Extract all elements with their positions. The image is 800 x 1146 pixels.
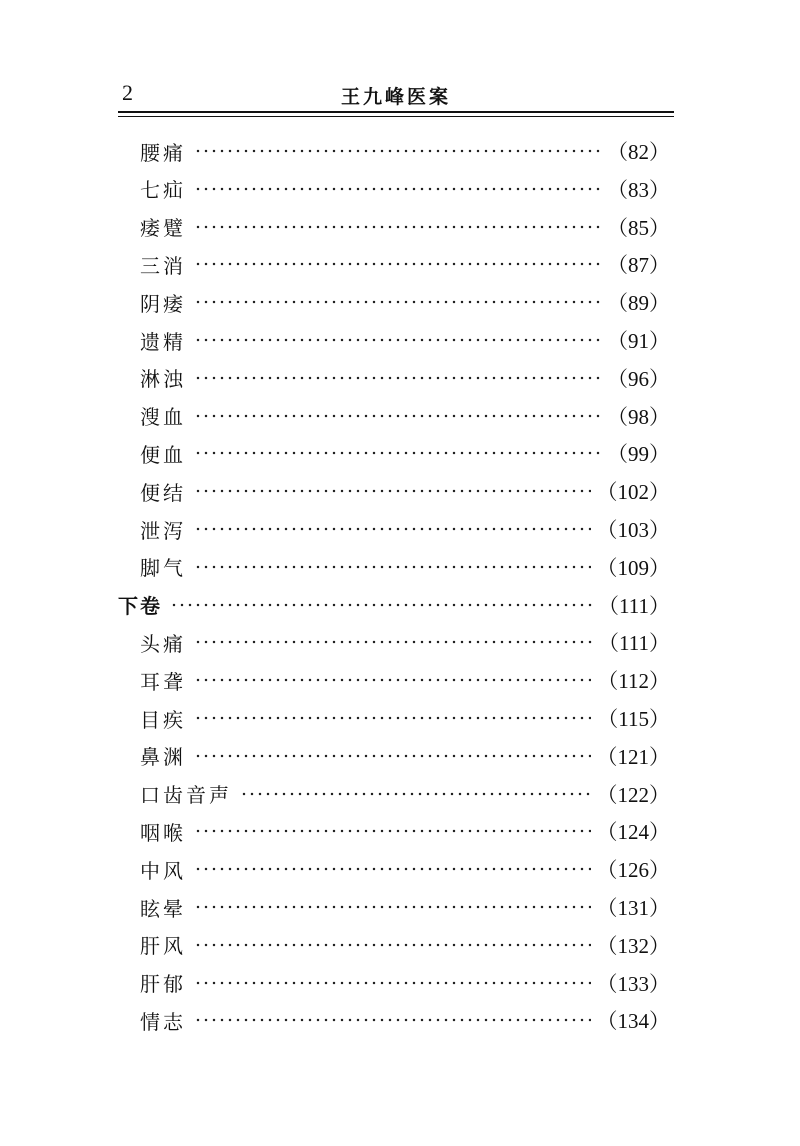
dot-leader	[194, 716, 591, 720]
toc-entry-title: 肝风	[140, 934, 186, 959]
running-header	[118, 74, 674, 114]
toc-entry-title: 腰痛	[140, 140, 186, 165]
dot-leader	[170, 603, 592, 607]
toc-entry-page: （122）	[596, 782, 670, 807]
toc-entry-page: （109）	[596, 555, 670, 580]
toc-volume-entry	[118, 586, 670, 624]
toc-entry	[140, 472, 670, 510]
dot-leader	[194, 754, 591, 758]
header-rule-thin	[118, 116, 674, 117]
toc-entry-title: 便结	[140, 480, 186, 505]
toc-entry-page: （89）	[607, 291, 670, 316]
toc-entry-title: 头痛	[140, 631, 186, 656]
toc-entry-page: （96）	[607, 366, 670, 391]
toc-entry-title: 中风	[140, 858, 186, 883]
toc-entry-page: （134）	[596, 1009, 670, 1034]
toc-entry	[140, 548, 670, 586]
toc-entry-title: 咽喉	[140, 820, 186, 845]
toc-entry-page: （126）	[596, 858, 670, 883]
toc-entry-title: 目疾	[140, 707, 186, 732]
dot-leader	[194, 829, 591, 833]
dot-leader	[194, 981, 591, 985]
toc-entry	[140, 888, 670, 926]
toc-entry-page: （103）	[596, 518, 670, 542]
toc-entry-title: 脚气	[140, 556, 186, 581]
toc-entry	[140, 661, 670, 699]
dot-leader	[240, 792, 591, 796]
dot-leader	[194, 451, 601, 455]
toc-entry	[140, 208, 670, 246]
toc-entry-page: （133）	[596, 971, 670, 996]
toc-entry-page: （91）	[607, 329, 670, 353]
toc-entry	[140, 283, 670, 321]
toc-entry-title: 泄泻	[140, 518, 186, 543]
toc-entry-title: 淋浊	[140, 367, 186, 392]
dot-leader	[194, 678, 591, 682]
toc-entry-title: 溲血	[140, 405, 186, 430]
dot-leader	[194, 414, 601, 418]
dot-leader	[194, 187, 601, 191]
toc-entry-title: 情志	[140, 1009, 186, 1034]
toc-entry	[140, 245, 670, 283]
toc-entry-page: （132）	[596, 933, 670, 958]
dot-leader	[194, 149, 601, 153]
toc-entry-title: 遗精	[140, 329, 186, 354]
toc-entry	[140, 699, 670, 737]
toc-entry-page: （99）	[607, 442, 670, 467]
running-title: 王九峰医案	[340, 86, 451, 108]
toc-entry-page: （102）	[596, 480, 670, 505]
toc-entry-title: 肝郁	[140, 972, 186, 997]
toc-entry-page: （131）	[596, 896, 670, 920]
toc-entry-page: （112）	[597, 669, 670, 694]
toc-entry	[140, 434, 670, 472]
dot-leader	[194, 300, 601, 304]
toc-entry-page: （111）	[598, 631, 670, 656]
toc-entry-page: （111）	[598, 593, 670, 618]
toc-entry-title: 眩晕	[140, 896, 186, 921]
toc-entry	[140, 1001, 670, 1039]
toc-entry	[140, 737, 670, 775]
dot-leader	[194, 905, 591, 909]
toc-entry	[140, 510, 670, 548]
toc-entry-page: （115）	[597, 707, 670, 731]
header-rule-thick	[118, 111, 674, 113]
toc-entry	[140, 397, 670, 435]
dot-leader	[194, 640, 592, 644]
toc-entry-title: 耳聋	[140, 669, 186, 694]
dot-leader	[194, 527, 591, 531]
toc-entry-page: （98）	[607, 404, 670, 429]
dot-leader	[194, 867, 591, 871]
toc-entry-title: 痿躄	[140, 216, 186, 241]
toc-entry-page: （83）	[607, 177, 670, 202]
dot-leader	[194, 489, 591, 493]
toc-entry	[140, 359, 670, 397]
toc-entry	[140, 321, 670, 359]
toc-entry-page: （82）	[607, 140, 670, 164]
toc-entry-title: 口齿音声	[140, 783, 232, 808]
dot-leader	[194, 225, 601, 229]
toc-entry-title: 鼻渊	[140, 745, 186, 770]
toc-entry	[140, 850, 670, 888]
toc-entry	[140, 623, 670, 661]
dot-leader	[194, 565, 591, 569]
dot-leader	[194, 943, 591, 947]
toc-entry-title: 下卷	[118, 594, 162, 619]
dot-leader	[194, 376, 601, 380]
toc-entry-title: 七疝	[140, 178, 186, 203]
dot-leader	[194, 1018, 591, 1022]
toc-entry	[140, 170, 670, 208]
toc-entry-title: 三消	[140, 253, 186, 278]
toc-entry-page: （87）	[607, 253, 670, 278]
toc-entry	[140, 132, 670, 170]
toc-entry-title: 阴痿	[140, 291, 186, 316]
toc-entry	[140, 964, 670, 1002]
page-number: 2	[122, 80, 133, 105]
toc-entry-page: （124）	[596, 820, 670, 845]
dot-leader	[194, 338, 601, 342]
toc-entry-page: （121）	[596, 744, 670, 769]
toc-entry-title: 便血	[140, 442, 186, 467]
toc-entry-page: （85）	[607, 215, 670, 240]
toc-entry	[140, 926, 670, 964]
dot-leader	[194, 262, 601, 266]
toc-entry	[140, 812, 670, 850]
toc-entry	[140, 775, 670, 813]
